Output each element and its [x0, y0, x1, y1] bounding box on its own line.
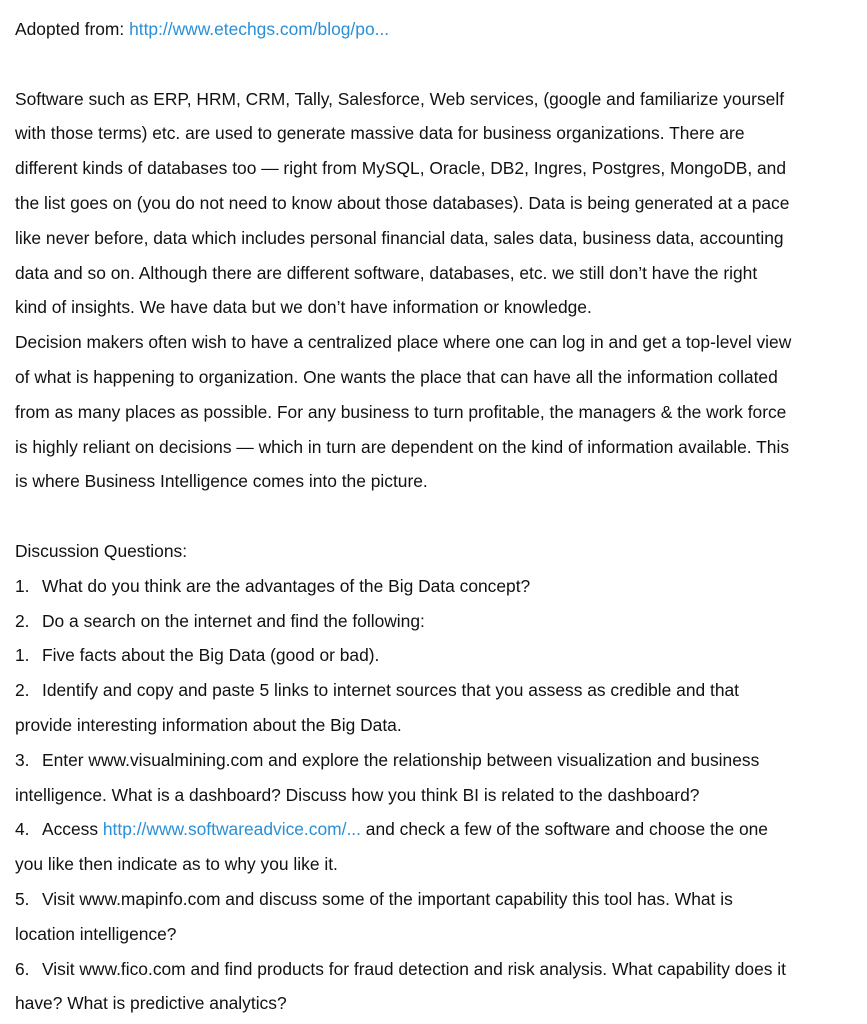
discussion-heading: Discussion Questions: — [15, 540, 188, 561]
question-text: Visit www.mapinfo.com and discuss some of the important capability this tool has. What is — [42, 888, 733, 909]
subquestion-6 — [15, 952, 853, 987]
question-text: Access — [42, 819, 103, 840]
paragraph-line: Software such as ERP, HRM, CRM, Tally, Salesforce, Web services, (google and familiarize yourself — [15, 88, 785, 109]
question-text: Identify and copy and paste 5 links to internet sources that you assess as credible and that — [42, 680, 740, 701]
paragraph-line: with those terms) etc. are used to generate massive data for business organizations. There are — [15, 123, 745, 144]
question-1 — [15, 569, 853, 604]
list-number: 1. — [15, 645, 30, 666]
subquestion-3 — [15, 743, 853, 778]
paragraph-line: kind of insights. We have data but we don’t have information or knowledge. — [15, 297, 592, 318]
paragraph-line: data and so on. Although there are different software, databases, etc. we still don’t have the right — [15, 262, 758, 283]
subquestion-6-continued: have? What is predictive analytics? — [15, 993, 287, 1014]
question-text: Five facts about the Big Data (good or bad). — [42, 645, 380, 666]
question-2 — [15, 604, 853, 639]
list-number: 5. — [15, 888, 30, 909]
subquestion-3-continued: intelligence. What is a dashboard? Discuss how you think BI is related to the dashboard? — [15, 784, 700, 805]
question-text: Visit www.fico.com and find products for fraud detection and risk analysis. What capability does it — [42, 958, 786, 979]
adopted-from-line — [15, 12, 853, 47]
paragraph-line: like never before, data which includes personal financial data, sales data, business data, accounting — [15, 227, 784, 248]
subquestion-2-continued: provide interesting information about the Big Data. — [15, 714, 402, 735]
discussion-section — [15, 534, 853, 1021]
list-number: 2. — [15, 610, 30, 631]
list-number: 6. — [15, 958, 30, 979]
subquestion-5 — [15, 882, 853, 917]
paragraph-line: of what is happening to organization. One wants the place that can have all the information collated — [15, 366, 778, 387]
question-text: What do you think are the advantages of the Big Data concept? — [42, 575, 531, 596]
paragraph-line: is where Business Intelligence comes into the picture. — [15, 471, 428, 492]
subquestion-4 — [15, 812, 853, 847]
list-number: 4. — [15, 819, 30, 840]
subquestion-4-continued: you like then indicate as to why you like it. — [15, 854, 338, 875]
list-number: 2. — [15, 680, 30, 701]
list-number: 1. — [15, 575, 30, 596]
subquestion-5-continued: location intelligence? — [15, 923, 177, 944]
subquestion-2 — [15, 673, 853, 708]
paragraph-line: from as many places as possible. For any business to turn profitable, the managers & the work force — [15, 401, 787, 422]
source-link[interactable]: http://www.etechgs.com/blog/po... — [129, 19, 390, 39]
paragraph-line: the list goes on (you do not need to know about those databases). Data is being generated at a pace — [15, 192, 790, 213]
subquestion-1 — [15, 638, 853, 673]
paragraph-line: Decision makers often wish to have a centralized place where one can log in and get a top-level view — [15, 332, 792, 353]
paragraph-line: different kinds of databases too — right from MySQL, Oracle, DB2, Ingres, Postgres, MongoDB, and — [15, 158, 787, 179]
spacer — [15, 499, 853, 534]
software-advice-link[interactable]: http://www.softwareadvice.com/... — [102, 819, 361, 840]
spacer — [15, 47, 853, 82]
paragraph-line: is highly reliant on decisions — which in turn are dependent on the kind of information available. This — [15, 436, 790, 457]
adopted-from-label: Adopted from: — [15, 19, 130, 39]
intro-paragraph — [15, 82, 853, 500]
list-number: 3. — [15, 749, 30, 770]
question-text: Do a search on the internet and find the following: — [42, 610, 425, 631]
question-text: and check a few of the software and choose the one — [360, 819, 768, 840]
question-text: Enter www.visualmining.com and explore the relationship between visualization and business — [42, 749, 760, 770]
